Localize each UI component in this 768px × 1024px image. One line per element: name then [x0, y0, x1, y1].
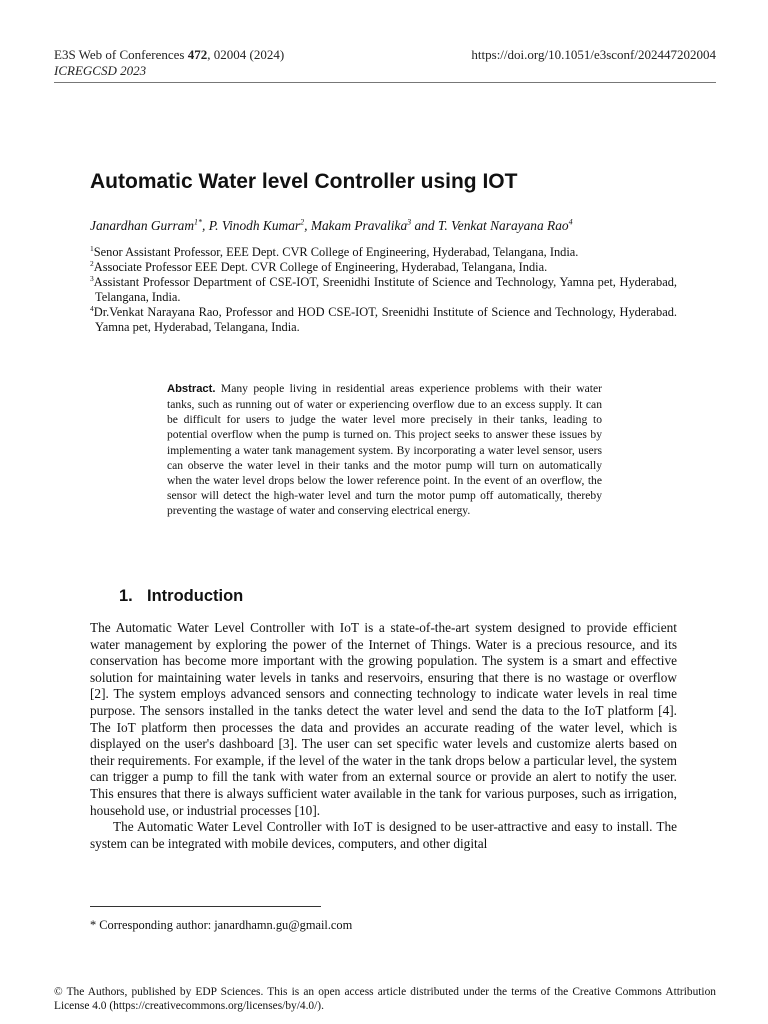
- author-affiliation-mark: 3: [407, 217, 412, 227]
- affiliation-item: [90, 275, 677, 305]
- journal-volume: 472: [187, 47, 208, 62]
- affiliation-item: [90, 305, 677, 335]
- footnote-divider: [90, 906, 321, 907]
- affiliation-text: Associate Professor EEE Dept. CVR College of Engineering, Hyderabad, Telangana, India.: [93, 260, 548, 274]
- doi-link[interactable]: https://doi.org/10.1051/e3sconf/202447202004: [471, 47, 716, 62]
- license-notice: © The Authors, published by EDP Sciences. This is an open access article distributed under the terms of the Creative Commons Attribution License 4.0 (https://creativecommons.org/licenses/by/4.0/).: [54, 986, 716, 1012]
- author-separator: ,: [304, 218, 311, 233]
- corresponding-author-footnote: * Corresponding author: janardhamn.gu@gmail.com: [90, 918, 353, 932]
- affiliation-number: 4: [90, 303, 94, 313]
- author-affiliation-mark: 1*: [194, 217, 203, 227]
- author-name: T. Venkat Narayana Rao: [437, 218, 569, 233]
- section-title: Introduction: [147, 587, 244, 605]
- affiliation-text: Senor Assistant Professor, EEE Dept. CVR College of Engineering, Hyderabad, Telangana, India.: [93, 245, 579, 259]
- author-name: Janardhan Gurram: [90, 218, 195, 233]
- affiliation-text: Dr.Venkat Narayana Rao, Professor and HOD CSE-IOT, Sreenidhi Institute of Science and Technology, Hyderabad. Yamna pet, Hyderabad, Telangana, India.: [93, 305, 677, 334]
- body-paragraph: The Automatic Water Level Controller with IoT is a state-of-the-art system designed to provide efficient water management by exploring the power of the Internet of Things. Water is a precious resource, and its conservation has become more important with the growing population. The system is a smart and effective solution for maintaining water levels in tanks and reservoirs, ensuring that there is no wastage or overflow [2]. The system employs advanced sensors and connecting technology to indicate water levels in real time purpose. The sensors installed in the tanks detect the water level and send the data to the IoT platform [4]. The IoT platform then processes the data and provides an accurate reading of the water level, which is displayed on the user's dashboard [3]. The user can set specific water levels and customize alerts based on their requirements. For example, if the level of the water in the tank drops below a particular level, the system can trigger a pump to fill the tank with water from an external source or provide an alert to notify the user. This ensures that there is always sufficient water available in the tank for various purposes, such as irrigation, household use, or industrial processes [10].: [90, 620, 677, 818]
- affiliation-number: 1: [90, 243, 94, 253]
- abstract-text: Many people living in residential areas experience problems with their water tanks, such as running out of water or experiencing overflow due to an excess supply. It can be difficult for users to judge the water level more precisely in their tanks, leading to potential overflow when the pump is turned on. This project seeks to answer these issues by implementing a water tank management system. By incorporating a water level sensor, users can observe the water level in their tanks and the motor pump will turn on automatically when the water level drops below the lower reference point. In the event of an overflow, the sensor will detect the high-water level and turn the motor pump off automatically, thereby preventing the wastage of water and conserving electrical energy.: [167, 382, 602, 518]
- affiliation-item: [90, 260, 677, 275]
- section-heading: [119, 587, 243, 606]
- article-info: , 02004 (2024): [207, 47, 285, 62]
- author-separator: and: [411, 218, 438, 233]
- abstract-label: Abstract.: [167, 383, 216, 395]
- affiliation-item: [90, 245, 677, 260]
- author-affiliation-mark: 2: [300, 217, 305, 227]
- journal-citation: [54, 47, 284, 63]
- conference-name: ICREGCSD 2023: [54, 63, 147, 78]
- paper-title: Automatic Water level Controller using IOT: [90, 170, 518, 193]
- section-number: 1.: [119, 587, 133, 605]
- affiliation-number: 2: [90, 258, 94, 268]
- author-name: P. Vinodh Kumar: [208, 218, 301, 233]
- header-divider: [54, 82, 716, 83]
- author-name: Makam Pravalika: [310, 218, 408, 233]
- body-text: [90, 620, 677, 852]
- author-separator: ,: [202, 218, 209, 233]
- affiliation-number: 3: [90, 273, 94, 283]
- abstract: [167, 381, 602, 518]
- journal-name: E3S Web of Conferences: [54, 47, 188, 62]
- affiliation-list: [90, 245, 677, 335]
- author-affiliation-mark: 4: [568, 217, 573, 227]
- body-paragraph: The Automatic Water Level Controller with IoT is designed to be user-attractive and easy to install. The system can be integrated with mobile devices, computers, and other digital: [90, 819, 677, 851]
- author-list: [90, 218, 573, 234]
- affiliation-text: Assistant Professor Department of CSE-IOT, Sreenidhi Institute of Science and Technology, Yamna pet, Hyderabad, Telangana, India.: [93, 275, 677, 304]
